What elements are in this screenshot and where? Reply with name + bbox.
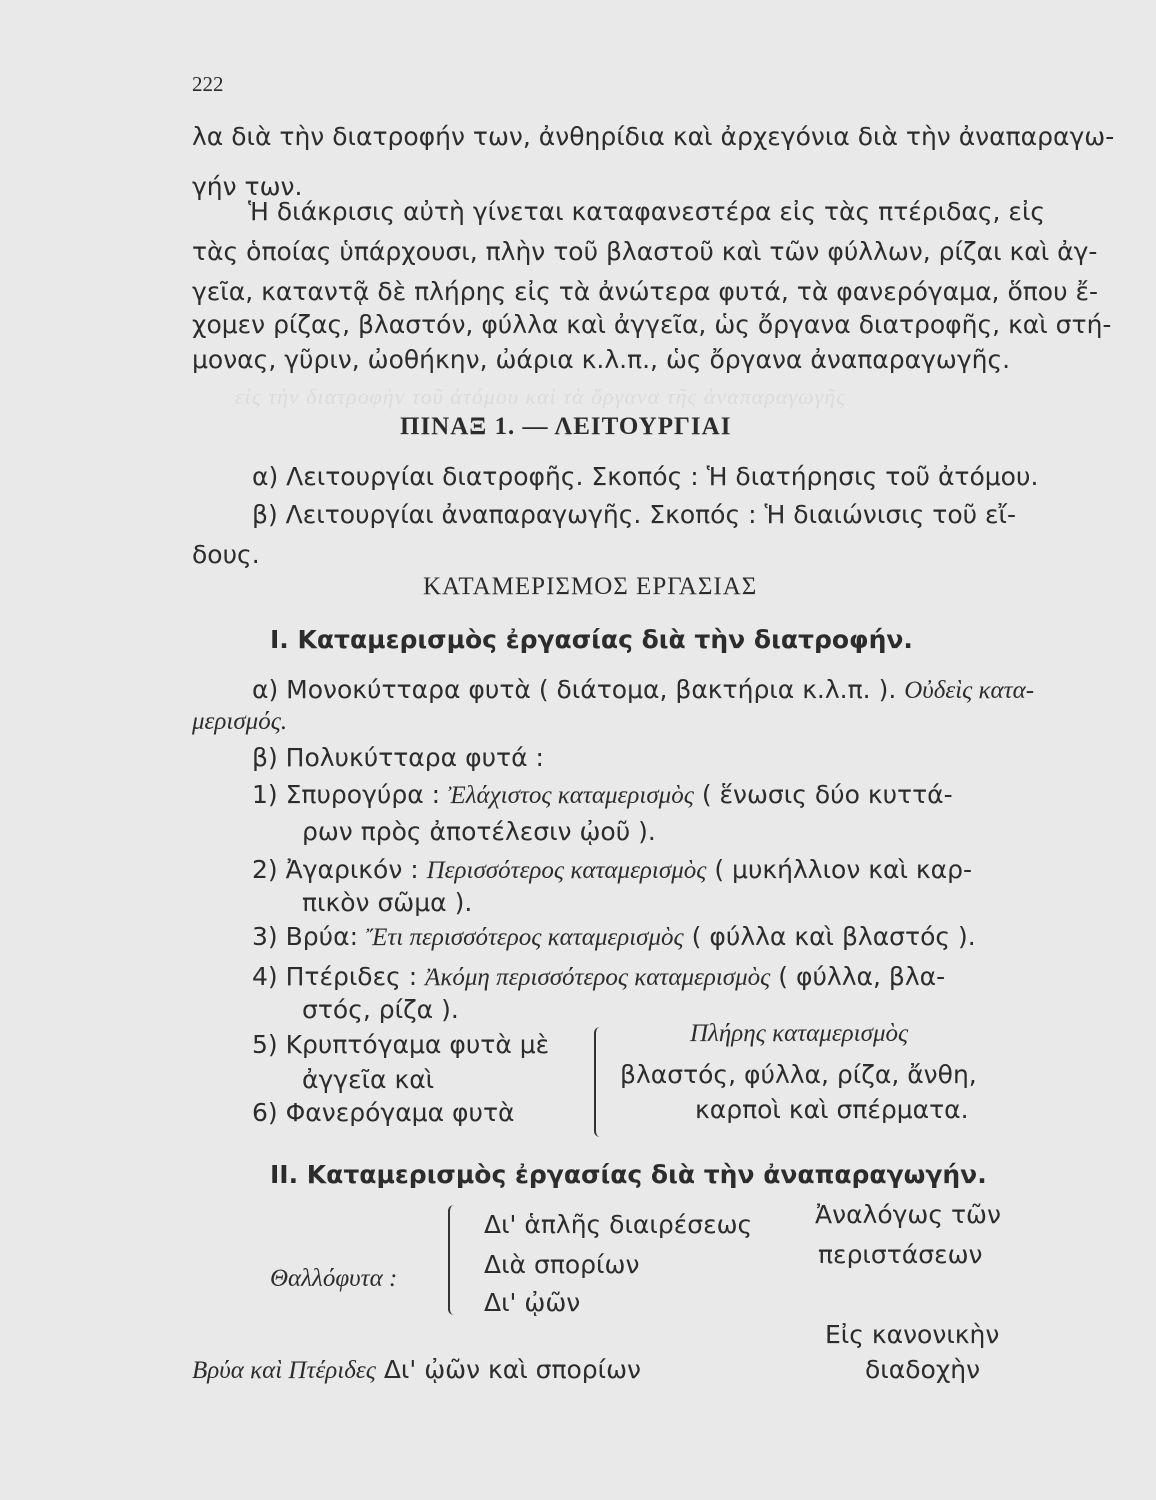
intro-line-2: γήν των.	[192, 172, 303, 201]
full-division-line-2: βλαστός, φύλλα, ρίζα, ἄνθη,	[620, 1060, 977, 1089]
item-4-cont: στός, ρίζα ).	[302, 995, 459, 1024]
item-3	[252, 922, 976, 952]
section2-heading: II. Καταμερισμὸς ἐργασίας διὰ τὴν ἀναπαραγωγήν.	[270, 1160, 987, 1189]
division-title: ΚΑΤΑΜΕΡΙΣΜΟΣ ΕΡΓΑΣΙΑΣ	[423, 573, 758, 600]
bryo-method: Δι' ᾠῶν καὶ σπορίων	[383, 1355, 642, 1384]
function-b-cont: δους.	[192, 540, 260, 569]
bryo-label: Βρύα καὶ Πτέριδες	[192, 1357, 376, 1384]
function-a: α) Λειτουργίαι διατροφῆς. Σκοπός : Ἡ διατήρησις τοῦ ἀτόμου.	[252, 462, 1039, 491]
function-b: β) Λειτουργίαι ἀναπαραγωγῆς. Σκοπός : Ἡ διαιώνισις τοῦ εἴ-	[252, 500, 1017, 529]
item-3-rest: ( φύλλα καὶ βλαστός ).	[691, 922, 976, 951]
section1-a-cont: μερισμός.	[192, 708, 288, 735]
right-note-1: Ἀναλόγως τῶν	[815, 1200, 1001, 1229]
intro-line-7: μονας, γῦριν, ὠοθήκην, ὠάρια κ.λ.π., ὡς ὄργανα ἀναπαραγωγῆς.	[192, 345, 1011, 374]
item-6: 6) Φανερόγαμα φυτὰ	[252, 1098, 515, 1127]
item-4-label: 4) Πτέριδες :	[252, 962, 426, 991]
item-1-label: 1) Σπυρογύρα :	[252, 780, 449, 809]
bryo-row	[192, 1355, 641, 1385]
item-5: 5) Κρυπτόγαμα φυτὰ μὲ	[252, 1030, 550, 1059]
brace-thallophyta	[448, 1205, 460, 1315]
thallo-method-2: Διὰ σπορίων	[484, 1250, 640, 1279]
full-division-line-3: καρποὶ καὶ σπέρματα.	[695, 1095, 969, 1124]
item-5-cont: ἀγγεῖα καὶ	[302, 1065, 435, 1094]
table-title: ΠΙΝΑΞ 1. — ΛΕΙΤΟΥΡΓΙΑΙ	[400, 413, 732, 440]
item-1-cont: ρων πρὸς ἀποτέλεσιν ᾠοῦ ).	[302, 817, 656, 846]
section1-b: β) Πολυκύτταρα φυτά :	[252, 743, 544, 772]
item-1-italic: Ἐλάχιστος καταμερισμὸς	[448, 782, 694, 809]
item-2-cont: πικὸν σῶμα ).	[302, 888, 473, 917]
full-division-title: Πλήρης καταμερισμὸς	[690, 1020, 909, 1047]
page-number: 222	[192, 72, 224, 96]
item-1-rest: ( ἕνωσις δύο κυττά-	[701, 780, 953, 809]
right-note-3: Εἰς κανονικὴν	[825, 1320, 1000, 1349]
item-4	[252, 962, 945, 992]
right-note-4: διαδοχὴν	[865, 1355, 981, 1384]
item-2	[252, 855, 972, 885]
right-note-2: περιστάσεων	[818, 1240, 983, 1269]
item-4-rest: ( φύλλα, βλα-	[778, 962, 946, 991]
thallo-method-3: Δι' ᾠῶν	[484, 1288, 581, 1317]
intro-line-4: τὰς ὁποίας ὑπάρχουσι, πλὴν τοῦ βλαστοῦ καὶ τῶν φύλλων, ρίζαι καὶ ἀγ-	[192, 237, 1098, 266]
item-3-italic: Ἔτι περισσότερος καταμερισμὸς	[365, 924, 684, 951]
item-4-italic: Ἀκόμη περισσότερος καταμερισμὸς	[425, 964, 771, 991]
section1-a-text: α) Μονοκύτταρα φυτὰ ( διάτομα, βακτήρια κ.λ.π. ).	[252, 675, 897, 704]
item-3-label: 3) Βρύα:	[252, 922, 366, 951]
intro-line-6: χομεν ρίζας, βλαστόν, φύλλα καὶ ἀγγεῖα, ὡς ὄργανα διατροφῆς, καὶ στή-	[192, 310, 1112, 339]
section1-heading: I. Καταμερισμὸς ἐργασίας διὰ τὴν διατροφήν.	[270, 625, 913, 654]
item-2-italic: Περισσότερος καταμερισμὸς	[426, 857, 707, 884]
item-2-rest: ( μυκήλλιον καὶ καρ-	[714, 855, 972, 884]
intro-line-1: λα διὰ τὴν διατροφήν των, ἀνθηρίδια καὶ ἀρχεγόνια διὰ τὴν ἀναπαραγω-	[192, 122, 1115, 151]
section1-a	[252, 675, 1034, 705]
thallophyta-label: Θαλλόφυτα :	[270, 1265, 398, 1292]
brace-full-division	[594, 1027, 606, 1137]
intro-line-3: Ἡ διάκρισις αὐτὴ γίνεται καταφανεστέρα εἰς τὰς πτέριδας, εἰς	[248, 197, 1046, 226]
intro-line-5: γεῖα, καταντᾷ δὲ πλήρης εἰς τὰ ἀνώτερα φυτά, τὰ φανερόγαμα, ὅπου ἔ-	[192, 277, 1099, 306]
item-1	[252, 780, 953, 810]
section1-a-italic: Οὐδεὶς κατα-	[904, 677, 1035, 704]
bleed-through-text: εἰς τὴν διατροφὴν τοῦ ἀτόμου καὶ τὰ ὄργανα τῆς ἀναπαραγωγῆς	[235, 384, 847, 409]
thallo-method-1: Δι' ἁπλῆς διαιρέσεως	[484, 1210, 753, 1239]
item-2-label: 2) Ἀγαρικόν :	[252, 855, 427, 884]
